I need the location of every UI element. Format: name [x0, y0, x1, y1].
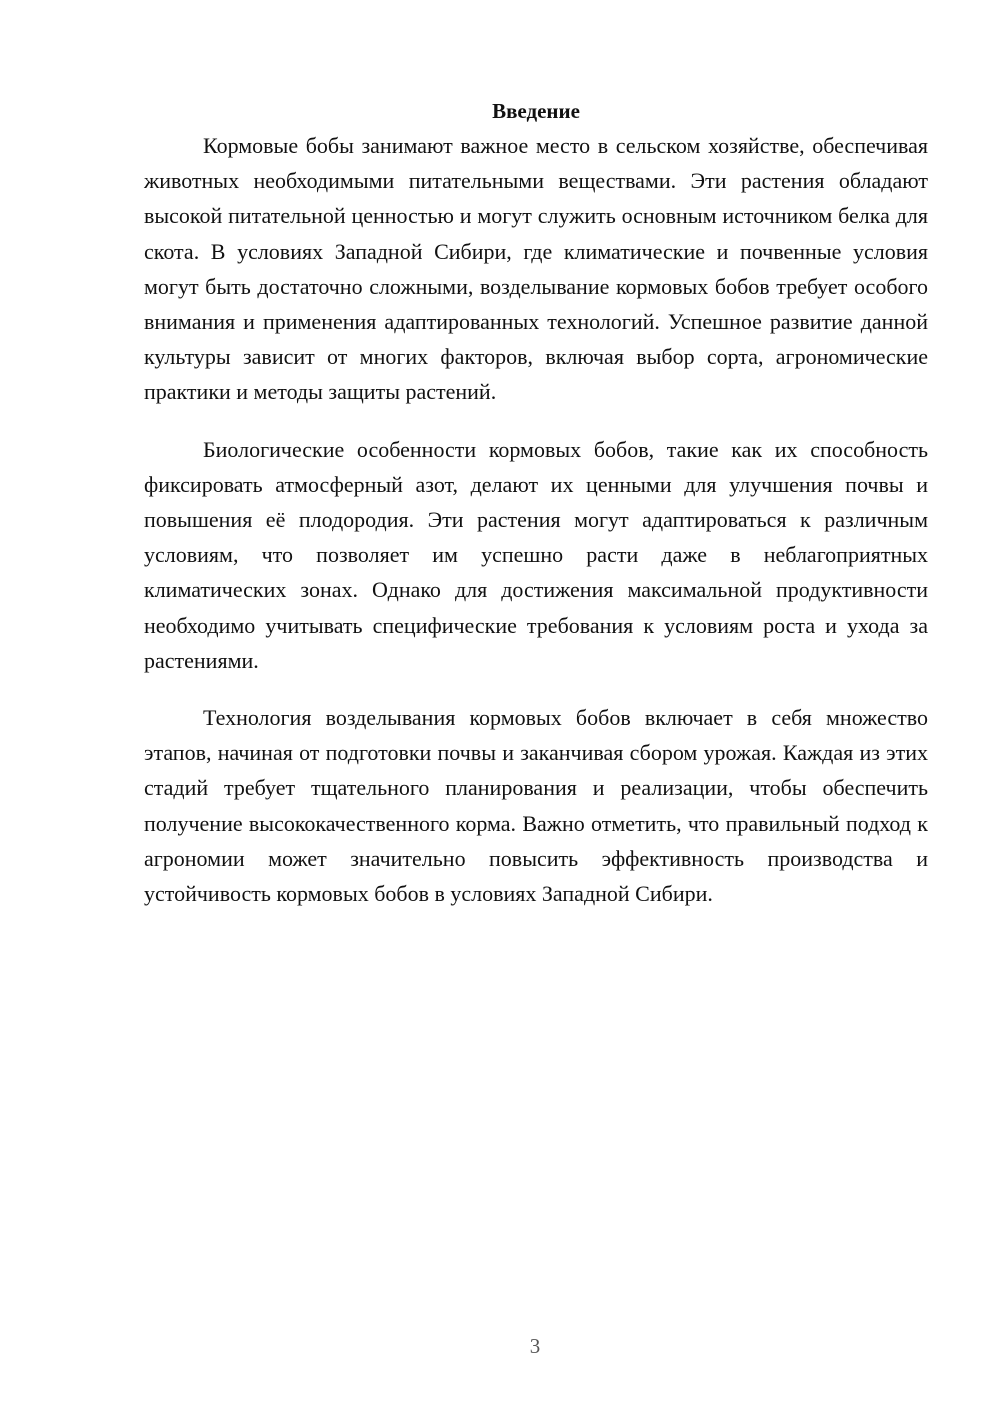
paragraph-1: Кормовые бобы занимают важное место в сельском хозяйстве, обеспечивая животных необходимыми питательными веществами. Эти растения обладают высокой питательной ценностью и могут служить основным источником белка для скота. В условиях Западной Сибири, где климатические и почвенные условия могут быть достаточно сложными, возделывание кормовых бобов требует особого внимания и применения адаптированных технологий. Успешное развитие данной культуры зависит от многих факторов, включая выбор сорта, агрономические практики и методы защиты растений. [144, 133, 928, 405]
section-title: Введение [492, 99, 580, 123]
paragraph-2: Биологические особенности кормовых бобов, такие как их способность фиксировать атмосферный азот, делают их ценными для улучшения почвы и повышения её плодородия. Эти растения могут адаптироваться к различным условиям, что позволяет им успешно расти даже в неблагоприятных климатических зонах. Однако для достижения максимальной продуктивности необходимо учитывать специфические требования к условиям роста и ухода за растениями. [144, 436, 928, 673]
paragraph-3: Технология возделывания кормовых бобов включает в себя множество этапов, начиная от подготовки почвы и заканчивая сбором урожая. Каждая из этих стадий требует тщательного планирования и реализации, чтобы обеспечить получение высококачественного корма. Важно отметить, что правильный подход к агрономии может значительно повысить эффективность производства и устойчивость кормовых бобов в условиях Западной Сибири. [144, 705, 928, 907]
page-number: 3 [529, 1334, 541, 1358]
document-page [144, 96, 928, 933]
